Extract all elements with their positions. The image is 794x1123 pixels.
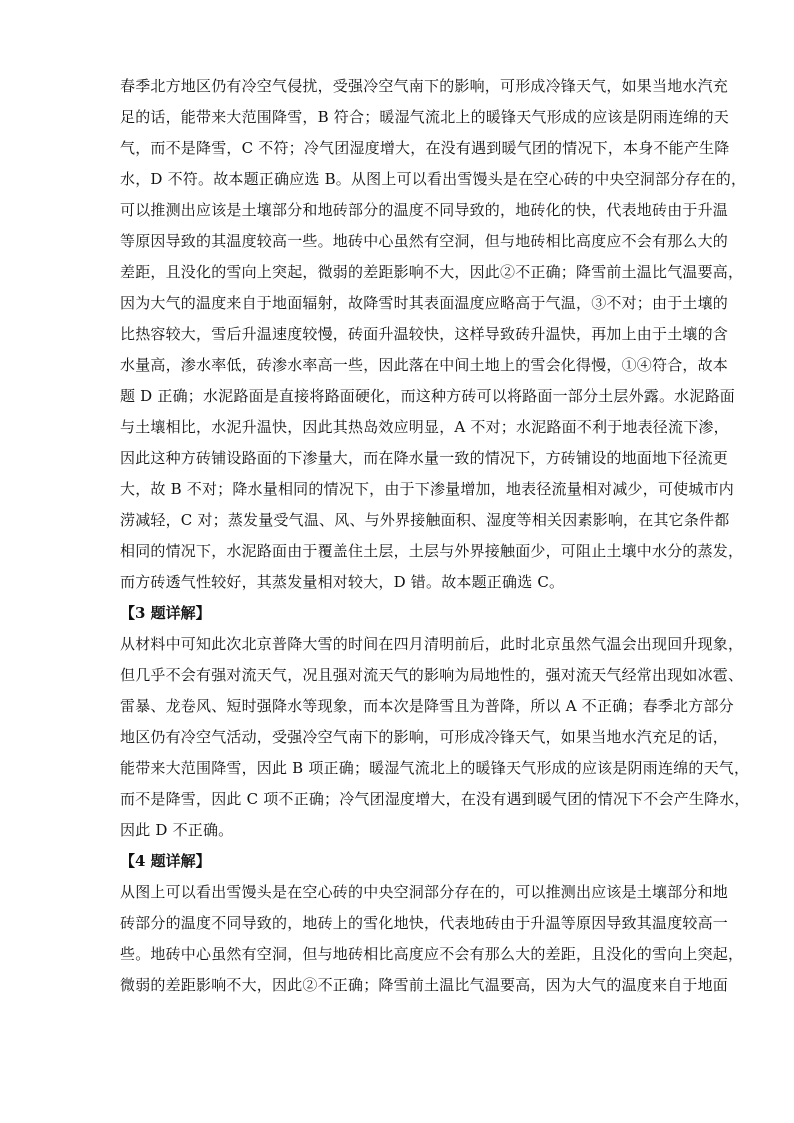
text-line: 春季北方地区仍有冷空气侵扰，受强冷空气南下的影响，可形成冷锋天气，如果当地水汽充 xyxy=(120,77,729,95)
text-line: 因此这种方砖铺设路面的下渗量大，而在降水量一致的情况下，方砖铺设的地面地下径流更 xyxy=(120,449,729,467)
document-body xyxy=(120,71,750,1001)
section-heading-4: 【4 题详解】 xyxy=(120,852,211,870)
text-line: 涝减轻，C 对；蒸发量受气温、风、与外界接触面积、湿度等相关因素影响，在其它条件都 xyxy=(120,511,730,529)
text-line: 能带来大范围降雪，因此 B 项正确；暖湿气流北上的暖锋天气形成的应该是阴雨连绵的天气， xyxy=(120,759,750,777)
text-line: 水量高，渗水率低，砖渗水率高一些，因此落在中间土地上的雪会化得慢，①④符合，故本 xyxy=(120,356,729,374)
text-line: 足的话，能带来大范围降雪，B 符合；暖湿气流北上的暖锋天气形成的应该是阴雨连绵的天 xyxy=(120,108,729,126)
text-line: 而方砖透气性较好，其蒸发量相对较大，D 错。故本题正确选 C。 xyxy=(120,573,565,591)
text-line: 微弱的差距影响不大，因此②不正确；降雪前土温比气温要高，因为大气的温度来自于地面 xyxy=(120,976,729,994)
text-line: 因为大气的温度来自于地面辐射，故降雪时其表面温度应略高于气温，③不对；由于土壤的 xyxy=(120,294,729,312)
text-line: 从材料中可知此次北京普降大雪的时间在四月清明前后，此时北京虽然气温会出现回升现象， xyxy=(120,635,744,653)
section-heading-3: 【3 题详解】 xyxy=(120,604,211,622)
text-line: 题 D 正确；水泥路面是直接将路面硬化，而这种方砖可以将路面一部分土层外露。水泥路面 xyxy=(120,387,735,405)
text-line: 从图上可以看出雪馒头是在空心砖的中央空洞部分存在的，可以推测出应该是土壤部分和地 xyxy=(120,883,729,901)
text-line: 可以推测出应该是土壤部分和地砖部分的温度不同导致的，地砖化的快，代表地砖由于升温 xyxy=(120,201,729,219)
paragraph-4 xyxy=(120,877,744,1001)
text-line: 差距，且没化的雪向上突起，微弱的差距影响不大，因此②不正确；降雪前土温比气温要高， xyxy=(120,263,744,281)
text-line: 气，而不是降雪，C 不符；冷气团湿度增大，在没有遇到暖气团的情况下，本身不能产生降 xyxy=(120,139,730,157)
paragraph-3 xyxy=(120,629,750,846)
text-line: 水，D 不符。故本题正确应选 B。从图上可以看出雪馒头是在空心砖的中央空洞部分存在的， xyxy=(120,170,747,188)
text-line: 大，故 B 不对；降水量相同的情况下，由于下渗量增加，地表径流量相对减少，可使城市内 xyxy=(120,480,734,498)
text-line: 但几乎不会有强对流天气，况且强对流天气的影响为局地性的，强对流天气经常出现如冰雹、 xyxy=(120,666,744,684)
text-line: 些。地砖中心虽然有空洞，但与地砖相比高度应不会有那么大的差距，且没化的雪向上突起， xyxy=(120,945,744,963)
text-line: 等原因导致的其温度较高一些。地砖中心虽然有空洞，但与地砖相比高度应不会有那么大的 xyxy=(120,232,729,250)
text-line: 而不是降雪，因此 C 项不正确；冷气团湿度增大，在没有遇到暖气团的情况下不会产生降水， xyxy=(120,790,750,808)
text-line: 雷暴、龙卷风、短时强降水等现象，而本次是降雪且为普降，所以 A 不正确；春季北方部分 xyxy=(120,697,734,715)
text-line: 相同的情况下，水泥路面由于覆盖住土层，土层与外界接触面少，可阻止土壤中水分的蒸发， xyxy=(120,542,744,560)
text-line: 比热容较大，雪后升温速度较慢，砖面升温较快，这样导致砖升温快，再加上由于土壤的含 xyxy=(120,325,729,343)
text-line: 与土壤相比，水泥升温快，因此其热岛效应明显，A 不对；水泥路面不利于地表径流下渗， xyxy=(120,418,729,436)
paragraph-1 xyxy=(120,71,747,598)
text-line: 地区仍有冷空气活动，受强冷空气南下的影响，可形成冷锋天气，如果当地水汽充足的话， xyxy=(120,728,729,746)
text-line: 砖部分的温度不同导致的，地砖上的雪化地快，代表地砖由于升温等原因导致其温度较高一 xyxy=(120,914,729,932)
text-line: 因此 D 不正确。 xyxy=(120,821,234,839)
